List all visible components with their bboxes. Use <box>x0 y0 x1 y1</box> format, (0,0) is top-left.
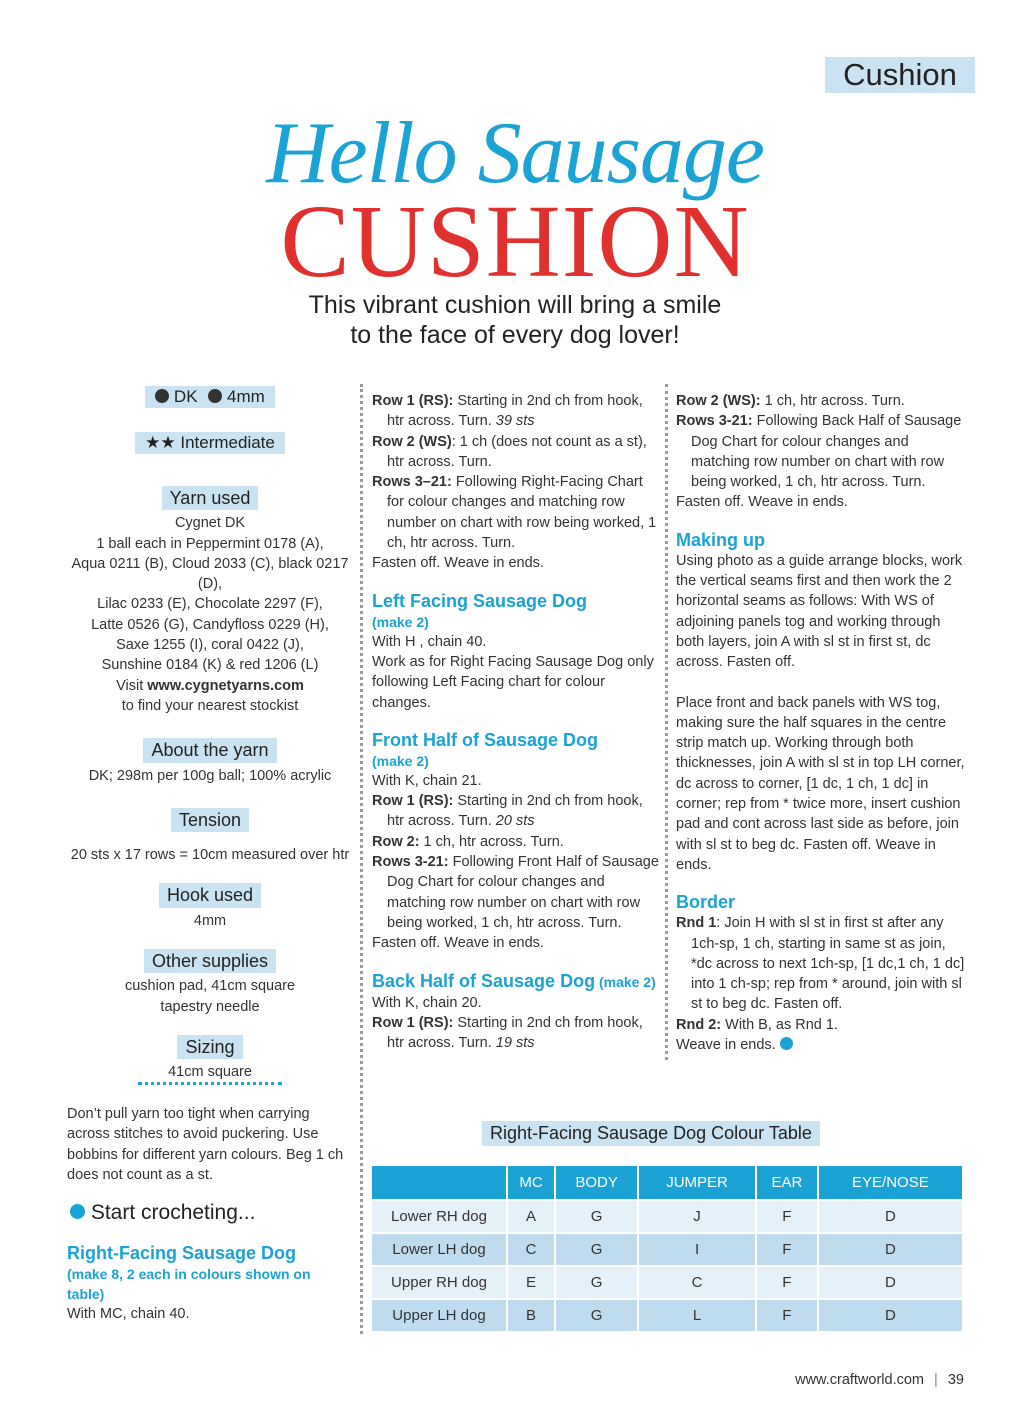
difficulty-stars: ★★ <box>145 433 176 452</box>
yarn-ball-icon <box>155 389 169 403</box>
right-column <box>676 391 966 1055</box>
left-facing-text: Work as for Right Facing Sausage Dog only following Left Facing chart for colour changes. <box>372 653 654 711</box>
yarn-used-heading: Yarn used <box>162 486 259 510</box>
header-cell: MC <box>508 1166 554 1199</box>
tip-text: Don’t pull yarn too tight when carrying across stitches to avoid puckering. Use bobbins for different yarn colours. Beg 1 ch does not count as a st. <box>67 1106 344 1183</box>
front-row-1: Row 1 (RS): Starting in 2nd ch from hook, htr across. Turn. 20 sts <box>372 793 643 830</box>
colour-table-header <box>372 1166 962 1199</box>
difficulty-badge <box>135 432 285 454</box>
about-text: DK; 298m per 100g ball; 100% acrylic <box>88 767 332 784</box>
page-number: 39 <box>947 1372 964 1388</box>
header-cell <box>372 1166 506 1199</box>
front-half-title: Front Half of Sausage Dog <box>372 729 599 750</box>
right-facing-sub: (make 8, 2 each in colours shown on table) <box>67 1266 311 1302</box>
table-cell: Upper LH dog <box>372 1300 506 1331</box>
yarn-weight: DK <box>173 387 198 406</box>
yarn-line: Saxe 1255 (I), coral 0422 (J), <box>116 637 304 654</box>
table-cell: A <box>508 1201 554 1232</box>
section-label: Cushion <box>825 57 975 93</box>
table-cell: B <box>508 1300 554 1331</box>
supply-line: cushion pad, 41cm square <box>124 978 296 995</box>
border-rnd-2: Rnd 2: With B, as Rnd 1. <box>676 1016 838 1033</box>
table-cell: D <box>819 1234 962 1265</box>
footer-url[interactable]: www.craftworld.com <box>795 1372 925 1388</box>
rows-3-21: Rows 3–21: Following Right-Facing Chart for colour changes and matching row number on chart with row being worked, 1 ch, htr across. Turn. <box>372 474 657 552</box>
other-supplies-heading: Other supplies <box>144 949 276 973</box>
hook-icon <box>208 389 222 403</box>
difficulty-label: Intermediate <box>180 433 275 452</box>
left-column <box>60 386 360 1083</box>
front-half-sub: (make 2) <box>372 752 429 769</box>
front-fasten: Fasten off. Weave in ends. <box>372 935 544 952</box>
table-cell: F <box>757 1300 817 1331</box>
hook-used-text: 4mm <box>193 912 227 929</box>
front-row-2: Row 2: 1 ch, htr across. Turn. <box>372 833 564 850</box>
border-rnd-1: Rnd 1: Join H with sl st in first st after any 1ch-sp, 1 ch, starting in same st as join, *dc across to next 1ch-sp, [1 dc,1 ch, 1 dc] into 1 ch-sp; rep from * around, join with sl st to beg dc. Fasten off. <box>676 915 965 1013</box>
table-cell: G <box>556 1300 637 1331</box>
back-row-2: Row 2 (WS): 1 ch, htr across. Turn. <box>676 393 905 409</box>
border-title: Border <box>676 892 736 913</box>
right-facing-section <box>67 1242 347 1324</box>
yarn-ball-icon <box>780 1037 793 1050</box>
sizing-heading: Sizing <box>177 1035 242 1059</box>
table-cell: G <box>556 1267 637 1298</box>
table-cell: E <box>508 1267 554 1298</box>
column-rule <box>665 384 668 1060</box>
back-half-title: Back Half of Sausage Dog (make 2) <box>372 970 656 991</box>
subtitle <box>0 290 1010 350</box>
yarn-line: Aqua 0211 (B), Cloud 2033 (C), black 0217 (D), <box>71 555 349 593</box>
yarn-used-text <box>60 513 360 716</box>
yarn-ball-icon <box>70 1204 85 1219</box>
table-cell: F <box>757 1267 817 1298</box>
table-cell: Lower RH dog <box>372 1201 506 1232</box>
table-cell: D <box>819 1201 962 1232</box>
colour-table-title: Right-Facing Sausage Dog Colour Table <box>482 1121 820 1146</box>
title-main: CUSHION <box>280 184 750 299</box>
table-cell: J <box>639 1201 755 1232</box>
hook-used-heading: Hook used <box>159 883 261 907</box>
table-cell: L <box>639 1300 755 1331</box>
footer <box>795 1372 964 1388</box>
header-cell: JUMPER <box>639 1166 755 1199</box>
subtitle-line1: This vibrant cushion will bring a smile <box>308 291 722 319</box>
table-cell: D <box>819 1267 962 1298</box>
border-end: Weave in ends. <box>676 1035 966 1055</box>
making-up-title: Making up <box>676 529 765 550</box>
table-cell: G <box>556 1201 637 1232</box>
yarn-line: Lilac 0233 (E), Chocolate 2297 (F), <box>97 596 323 613</box>
start-label: Start crocheting... <box>90 1201 256 1224</box>
yarn-line: 1 ball each in Peppermint 0178 (A), <box>96 535 324 552</box>
column-rule <box>360 384 363 1334</box>
divider <box>138 1082 282 1085</box>
table-cell: Lower LH dog <box>372 1234 506 1265</box>
table-cell: C <box>508 1234 554 1265</box>
row-1: Row 1 (RS): Starting in 2nd ch from hook, htr across. Turn. 39 sts <box>372 393 643 430</box>
right-facing-intro: With MC, chain 40. <box>67 1306 190 1322</box>
back-fasten: Fasten off. Weave in ends. <box>676 494 848 511</box>
left-facing-intro: With H , chain 40. <box>372 633 487 650</box>
visit-prefix: Visit <box>116 677 148 694</box>
header-cell: EAR <box>757 1166 817 1199</box>
front-rows-3-21: Rows 3-21: Following Front Half of Sausage Dog Chart for colour changes and matching row number on chart with row being worked, 1 ch, htr across. Turn. <box>372 854 659 931</box>
supply-line: tapestry needle <box>160 998 260 1015</box>
yarn-badge <box>145 386 275 408</box>
table-cell: G <box>556 1234 637 1265</box>
tension-text: 20 sts x 17 rows = 10cm measured over htr <box>70 847 350 864</box>
back-half-intro: With K, chain 20. <box>372 994 482 1011</box>
table-row <box>372 1300 962 1331</box>
tension-heading: Tension <box>171 808 249 832</box>
row-2: Row 2 (WS): 1 ch (does not count as a st), htr across. Turn. <box>372 433 647 470</box>
table-cell: F <box>757 1234 817 1265</box>
title-script: Hello Sausage <box>266 105 764 202</box>
table-cell: Upper RH dog <box>372 1267 506 1298</box>
front-half-intro: With K, chain 21. <box>372 772 482 789</box>
sizing-text: 41cm square <box>168 1064 252 1081</box>
table-cell: D <box>819 1300 962 1331</box>
footer-separator: | <box>934 1372 938 1388</box>
header-cell: EYE/NOSE <box>819 1166 962 1199</box>
back-row-1: Row 1 (RS): Starting in 2nd ch from hook, htr across. Turn. 19 sts <box>372 1014 643 1052</box>
yarn-line: Latte 0526 (G), Candyfloss 0229 (H), <box>91 616 329 633</box>
making-up-p2: Place front and back panels with WS tog, making sure the half squares in the centre strip match up. Working through both thicknesses, join A with sl st in top LH corner, dc across to corner, [1 dc, 1 ch, 1 dc] in corner; rep from * twice more, insert cushion pad and cont across last side as before, join with sl st to beg dc. Fasten off. Weave in ends. <box>676 694 965 873</box>
back-rows-3-21: Rows 3-21: Following Back Half of Sausage Dog Chart for colour changes and matching row number on chart with row being worked, 1 ch, htr across. Turn. <box>676 413 962 491</box>
yarn-line: Sunshine 0184 (K) & red 1206 (L) <box>101 657 319 674</box>
subtitle-line2: to the face of every dog lover! <box>350 321 680 349</box>
hook-size: 4mm <box>227 387 265 406</box>
middle-column <box>372 391 660 1053</box>
table-cell: C <box>639 1267 755 1298</box>
about-heading: About the yarn <box>143 738 276 762</box>
header-cell: BODY <box>556 1166 637 1199</box>
colour-table <box>370 1164 964 1333</box>
visit-suffix: to find your nearest stockist <box>121 697 299 714</box>
start-heading <box>70 1201 255 1225</box>
table-row <box>372 1234 962 1265</box>
left-facing-title: Left Facing Sausage Dog <box>372 590 588 611</box>
left-facing-sub: (make 2) <box>372 613 429 630</box>
table-row <box>372 1267 962 1298</box>
fasten-off: Fasten off. Weave in ends. <box>372 555 544 572</box>
cygnet-link[interactable]: www.cygnetyarns.com <box>147 677 304 694</box>
right-facing-title: Right-Facing Sausage Dog <box>67 1243 297 1263</box>
making-up-p1: Using photo as a guide arrange blocks, work the vertical seams first and then work the 2 horizontal seams as follows: With WS of adjoining panels tog and working through both layers, join A with sl st in first st, dc across. Fasten off. <box>676 552 963 671</box>
yarn-line: Cygnet DK <box>174 515 246 532</box>
table-cell: F <box>757 1201 817 1232</box>
table-row <box>372 1201 962 1232</box>
table-cell: I <box>639 1234 755 1265</box>
